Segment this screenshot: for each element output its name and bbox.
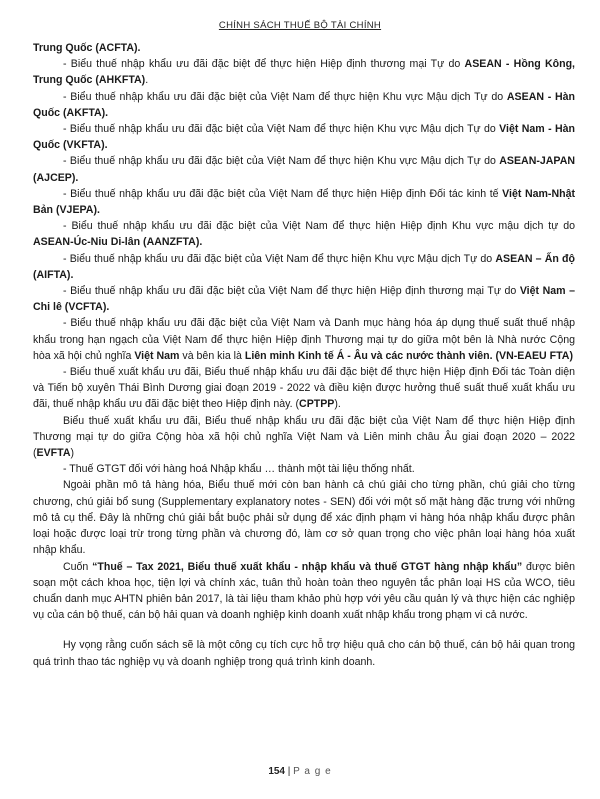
paragraph-11: - Biểu thuế xuất khẩu ưu đãi, Biểu thuế nhập khẩu ưu đãi đặc biệt để thực hiện Hiệp định Đối tác Toàn diện và Tiến bộ xuyên Thái Bình Dương giai đoạn 2019 - 2022 và điều kiện được hưởng thuế suất thuế xuất khẩu ưu đãi, thuế nhập khẩu ưu đãi đặc biệt theo Hiệp định này. (CPTPP). [33,366,575,411]
paragraph-1: Trung Quốc (ACFTA). [33,42,141,54]
paragraph-12: Biểu thuế xuất khẩu ưu đãi, Biểu thuế nhập khẩu ưu đãi đặc biệt của Việt Nam để thực hiện Hiệp định Thương mại tự do giữa Cộng hòa xã hội chủ nghĩa Việt Nam và Liên minh châu Âu giai đoạn 2020 – 2022 (EVFTA) [33,414,575,460]
footer-separator: | [285,766,294,777]
page-number: 154 [268,766,285,777]
page-label: P a g e [293,766,332,777]
paragraph-15: Cuốn “Thuế – Tax 2021, Biểu thuế xuất khẩu - nhập khẩu và thuế GTGT hàng nhập khẩu” được biên soạn một cách khoa học, tiện lợi và chính xác, tuân thủ hoàn toàn theo nguyên tắc phân loại HS của WCO, tiêu chuẩn danh mục AHTN phiên bản 2017, là tài liệu tham khảo phù hợp với yêu cầu quản lý và thực hiện các nghiệp vụ của cán bộ thuế, cán bộ hải quan và doanh nghiệp kinh doanh xuất nhập khẩu trong phạm vi cả nước. [33,560,575,622]
page-footer [0,766,600,777]
paragraph-4: - Biểu thuế nhập khẩu ưu đãi đặc biệt của Việt Nam để thực hiện Khu vực Mậu dịch Tự do Việt Nam - Hàn Quốc (VKFTA). [33,123,575,152]
paragraph-14: Ngoài phần mô tả hàng hóa, Biểu thuế mới còn ban hành cả chú giải cho từng phần, chú giải cho từng chương, chú giải bổ sung (Supplementary explanatory notes - SEN) đối với một số mặt hàng đặc trưng với những mô tả cụ thể. Đây là những chú giải bắt buộc phải sử dụng để xác định phạm vi hàng hóa nhập khẩu được phân loại hoặc được loại trừ trong từng phần và chương đó, làm cơ sở quan trọng cho việc phân loại hàng hóa xuất nhập khẩu. [33,479,575,557]
paragraph-3: - Biểu thuế nhập khẩu ưu đãi đặc biệt của Việt Nam để thực hiện Khu vực Mậu dịch Tự do ASEAN - Hàn Quốc (AKFTA). [33,90,576,119]
paragraph-7: - Biểu thuế nhập khẩu ưu đãi đặc biệt của Việt Nam để thực hiện Hiệp định Khu vực mậu dịch tự do ASEAN-Úc-Niu Di-lân (AANZFTA). [33,220,575,249]
paragraph-13: - Thuế GTGT đối với hàng hoá Nhập khẩu … thành một tài liệu thống nhất. [63,463,415,476]
paragraph-8: - Biểu thuế nhập khẩu ưu đãi đặc biệt của Việt Nam để thực hiện Khu vực Mậu dịch Tự do ASEAN – Ấn độ (AIFTA). [33,252,575,281]
document-body [33,40,575,670]
running-header [0,20,600,31]
paragraph-5: - Biểu thuế nhập khẩu ưu đãi đặc biệt của Việt Nam để thực hiện Khu vực Mậu dịch Tự do ASEAN-JAPAN (AJCEP). [33,155,575,184]
paragraph-9: - Biểu thuế nhập khẩu ưu đãi đặc biệt của Việt Nam để thực hiện Hiệp định thương mại Tự do Việt Nam – Chi lê (VCFTA). [33,285,575,314]
header-title: CHÍNH SÁCH THUẾ BỘ TÀI CHÍNH [218,20,382,31]
paragraph-16: Hy vọng rằng cuốn sách sẽ là một công cụ tích cực hỗ trợ hiệu quả cho cán bộ thuế, cán bộ hải quan trong quá trình thao tác nghiệp vụ và doanh nghiệp trong quá trình kinh doanh. [33,639,575,668]
paragraph-6: - Biểu thuế nhập khẩu ưu đãi đặc biệt của Việt Nam để thực hiện Hiệp định Đối tác kinh tế Việt Nam-Nhật Bản (VJEPA). [33,187,575,217]
paragraph-2: - Biểu thuế nhập khẩu ưu đãi đặc biệt để thực hiện Hiệp định thương mại Tự do ASEAN - Hồng Kông, Trung Quốc (AHKFTA). [33,58,576,87]
paragraph-10: - Biểu thuế nhập khẩu ưu đãi đặc biệt của Việt Nam và Danh mục hàng hóa áp dụng thuế suất thuế nhập khẩu trong hạn ngạch của Việt Nam để thực hiện Hiệp định Thương mại tự do giữa một bên là Nhà nước Cộng hòa xã hội chủ nghĩa Việt Nam và bên kia là Liên minh Kinh tế Á - Âu và các nước thành viên. (VN-EAEU FTA) [33,317,575,362]
